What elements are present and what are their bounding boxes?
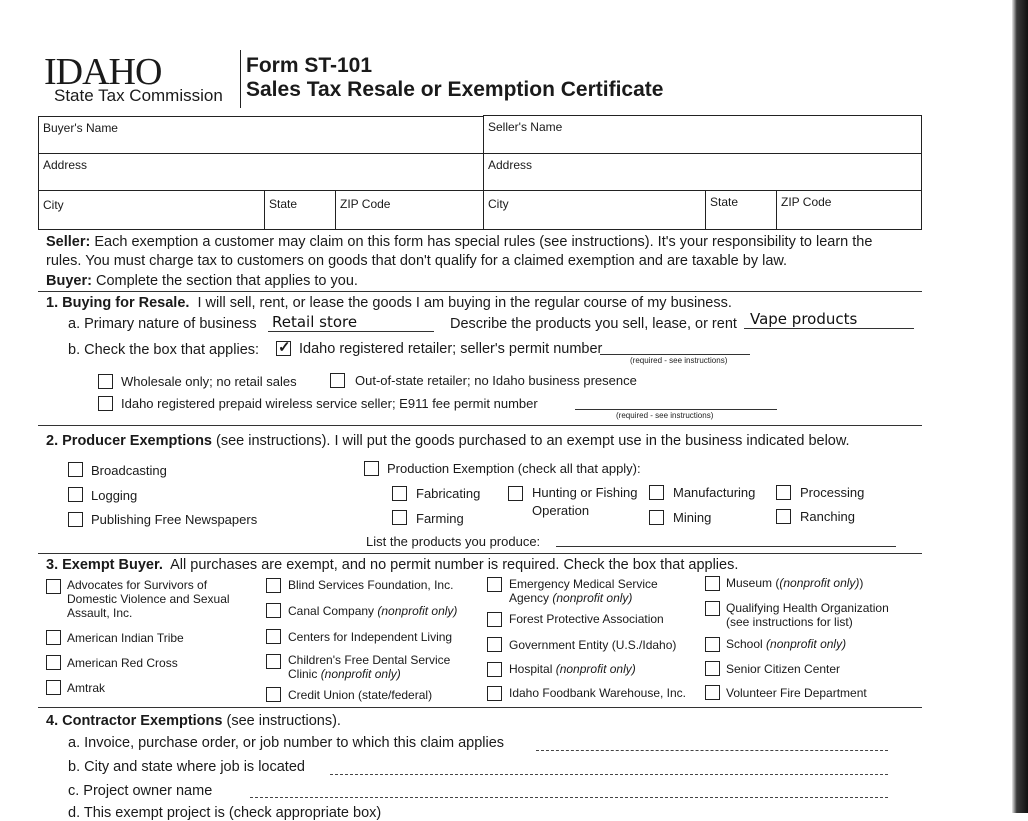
emergency-medical-label: Emergency Medical Service Agency (nonprofit only) [509,577,658,605]
buyer-address-label: Address [43,158,88,172]
buyer-city-label: City [43,198,64,212]
job-location-label: b. City and state where job is located [68,759,305,775]
fabricating-checkbox[interactable] [392,486,407,501]
out-of-state-label: Out-of-state retailer; no Idaho business presence [355,373,637,388]
buyer-state-label: State [269,197,298,211]
header-divider [240,50,241,108]
section-divider [38,425,922,426]
permit-number-line[interactable] [600,354,750,355]
ranching-label: Ranching [800,509,855,524]
hunting-fishing-label: Hunting or Fishing [532,485,638,500]
required-note: (required - see instructions) [630,356,728,365]
prepaid-wireless-label: Idaho registered prepaid wireless service seller; E911 fee permit number [121,396,538,411]
blind-services-label: Blind Services Foundation, Inc. [288,578,454,592]
describe-products-label: Describe the products you sell, lease, or rent [450,316,737,332]
ranching-checkbox[interactable] [776,509,791,524]
seller-zip-label: ZIP Code [781,195,832,209]
hunting-fishing-checkbox[interactable] [508,486,523,501]
processing-label: Processing [800,485,865,500]
buyer-zip-label: ZIP Code [340,197,391,211]
seller-name-field[interactable] [483,115,922,154]
section2-heading: 2. Producer Exemptions (see instructions). I will put the goods purchased to an exempt use in the business indicated below. [46,433,850,449]
out-of-state-checkbox[interactable] [330,373,345,388]
idaho-logo: IDAHO [44,51,162,93]
scan-edge [1012,0,1028,813]
seller-state-field[interactable] [705,190,777,230]
processing-checkbox[interactable] [776,485,791,500]
primary-business-label: a. Primary nature of business [68,316,257,332]
list-products-line[interactable] [556,546,896,547]
health-org-label: Qualifying Health Organization (see instructions for list) [726,601,889,629]
seller-city-label: City [488,197,509,211]
amtrak-checkbox[interactable] [46,680,61,695]
buyer-instructions: Buyer: Complete the section that applies to you. [46,273,358,289]
dental-service-checkbox[interactable] [266,654,281,669]
government-entity-checkbox[interactable] [487,637,502,652]
buyer-address-field[interactable] [38,153,484,191]
amtrak-label: Amtrak [67,681,106,695]
mining-checkbox[interactable] [649,510,664,525]
production-checkbox[interactable] [364,461,379,476]
section4-heading: 4. Contractor Exemptions (see instructions). [46,713,341,729]
broadcasting-checkbox[interactable] [68,462,83,477]
government-entity-label: Government Entity (U.S./Idaho) [509,638,677,652]
section-divider [38,707,922,708]
american-red-cross-label: American Red Cross [67,656,178,670]
hospital-label: Hospital (nonprofit only) [509,662,636,676]
logging-checkbox[interactable] [68,487,83,502]
section-divider [38,553,922,554]
e911-permit-line[interactable] [575,409,777,410]
farming-checkbox[interactable] [392,510,407,525]
buyer-name-field[interactable] [38,116,484,154]
registered-retailer-checkbox[interactable] [276,341,291,356]
publishing-label: Publishing Free Newspapers [91,512,258,527]
american-indian-tribe-label: American Indian Tribe [67,631,184,645]
forest-protective-checkbox[interactable] [487,612,502,627]
seller-state-label: State [710,195,739,209]
seller-address-label: Address [488,158,533,172]
logging-label: Logging [91,488,138,503]
wholesale-checkbox[interactable] [98,374,113,389]
senior-center-checkbox[interactable] [705,661,720,676]
buyer-state-field[interactable] [264,190,336,230]
required-note-2: (required - see instructions) [616,411,714,420]
seller-instructions: Seller: Each exemption a customer may claim on this form has special rules (see instructions). It's your responsibility to learn the [46,234,873,250]
form-title: Sales Tax Resale or Exemption Certificate [246,78,664,101]
buyer-zip-field[interactable] [335,190,484,230]
fabricating-label: Fabricating [416,486,481,501]
wholesale-label: Wholesale only; no retail sales [121,374,297,389]
seller-instructions-cont: rules. You must charge tax to customers on goods that don't qualify for a claimed exemption and are taxable by law. [46,253,788,269]
owner-name-line[interactable] [250,797,888,798]
buyer-city-field[interactable] [38,190,265,230]
form-number: Form ST-101 [246,54,373,77]
describe-products-value[interactable]: Vape products [750,310,858,328]
forest-protective-label: Forest Protective Association [509,612,664,626]
mining-label: Mining [673,510,712,525]
owner-name-label: c. Project owner name [68,783,213,799]
seller-name-label: Seller's Name [488,120,563,134]
production-label: Production Exemption (check all that apply): [387,461,641,476]
primary-business-value[interactable]: Retail store [272,313,358,331]
american-indian-tribe-checkbox[interactable] [46,630,61,645]
blind-services-checkbox[interactable] [266,578,281,593]
section3-heading: 3. Exempt Buyer. All purchases are exempt, and no permit number is required. Check the box that applies. [46,557,739,573]
foodbank-checkbox[interactable] [487,686,502,701]
canal-company-checkbox[interactable] [266,603,281,618]
registered-retailer-label: Idaho registered retailer; seller's permit number [299,341,603,357]
exempt-project-label: d. This exempt project is (check appropriate box) [68,805,382,821]
operation-label: Operation [532,503,590,518]
dental-service-label: Children's Free Dental Service Clinic (nonprofit only) [288,653,451,681]
broadcasting-label: Broadcasting [91,463,167,478]
canal-company-label: Canal Company (nonprofit only) [288,604,458,618]
museum-label: Museum ((nonprofit only)) [726,576,864,590]
seller-city-field[interactable] [483,190,706,230]
farming-label: Farming [416,511,464,526]
seller-address-field[interactable] [483,153,922,191]
invoice-label: a. Invoice, purchase order, or job number to which this claim applies [68,735,505,751]
museum-checkbox[interactable] [705,576,720,591]
describe-products-line [744,328,914,329]
manufacturing-checkbox[interactable] [649,485,664,500]
independent-living-checkbox[interactable] [266,629,281,644]
credit-union-checkbox[interactable] [266,687,281,702]
invoice-line[interactable] [536,750,888,751]
manufacturing-label: Manufacturing [673,485,756,500]
foodbank-label: Idaho Foodbank Warehouse, Inc. [509,686,686,700]
volunteer-fire-checkbox[interactable] [705,685,720,700]
advocates-label: Advocates for Survivors of Domestic Violence and Sexual Assault, Inc. [67,578,230,620]
school-checkbox[interactable] [705,637,720,652]
list-products-label: List the products you produce: [366,534,541,549]
credit-union-label: Credit Union (state/federal) [288,688,433,702]
american-red-cross-checkbox[interactable] [46,655,61,670]
agency-name: State Tax Commission [54,86,223,105]
publishing-checkbox[interactable] [68,512,83,527]
section-divider [38,291,922,292]
primary-business-line [268,331,434,332]
section1-heading: 1. Buying for Resale. I will sell, rent, or lease the goods I am buying in the regular course of my business. [46,295,732,311]
check-box-label: b. Check the box that applies: [68,342,260,358]
prepaid-wireless-checkbox[interactable] [98,396,113,411]
independent-living-label: Centers for Independent Living [288,630,453,644]
senior-center-label: Senior Citizen Center [726,662,841,676]
job-location-line[interactable] [330,774,888,775]
seller-zip-field[interactable] [776,190,922,230]
buyer-name-label: Buyer's Name [43,121,118,135]
hospital-checkbox[interactable] [487,662,502,677]
advocates-checkbox[interactable] [46,579,61,594]
health-org-checkbox[interactable] [705,601,720,616]
school-label: School (nonprofit only) [726,637,847,651]
emergency-medical-checkbox[interactable] [487,577,502,592]
volunteer-fire-label: Volunteer Fire Department [726,686,867,700]
